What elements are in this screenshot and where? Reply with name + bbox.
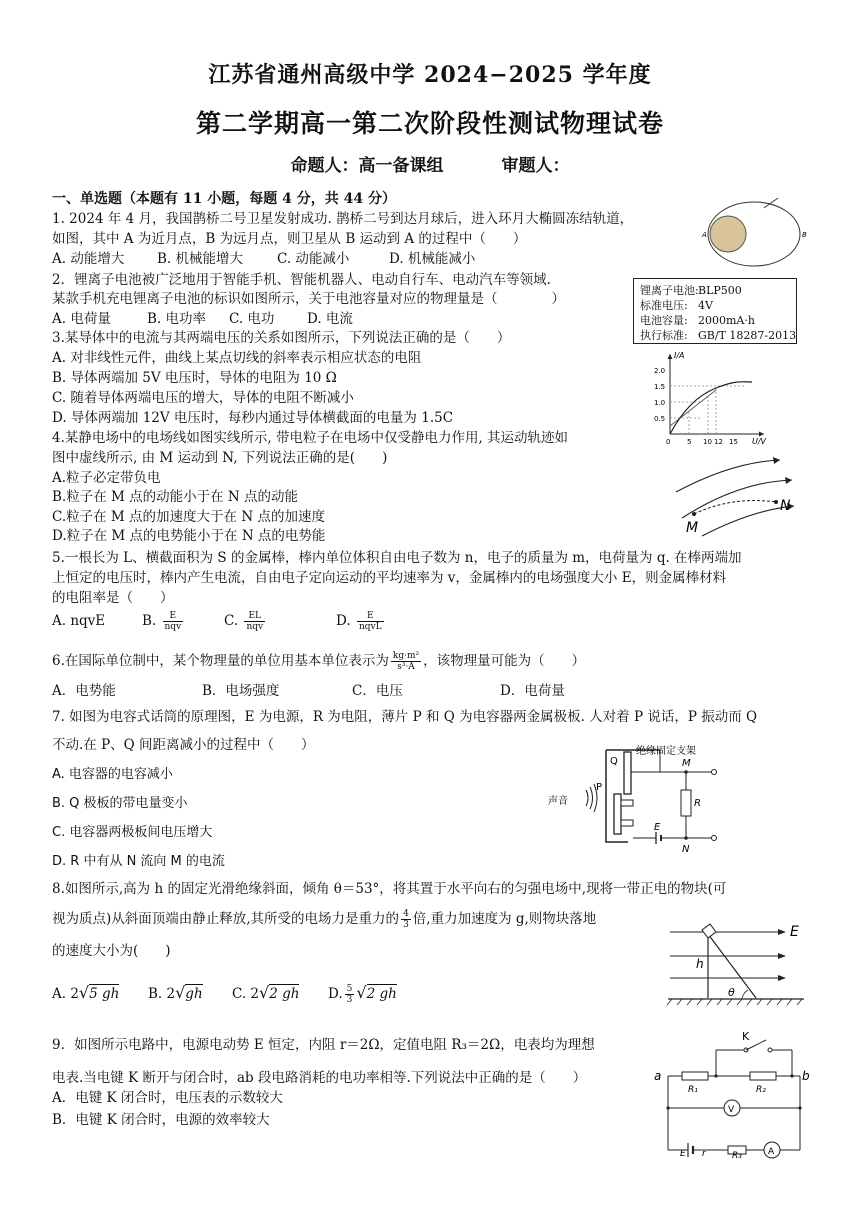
q9-source-e-label: E	[680, 1149, 686, 1159]
q2-option-a: A. 电荷量	[52, 311, 111, 327]
q8-ratio-fraction: $\frac{4}{3}$	[403, 909, 409, 930]
q8-incline-figure	[664, 914, 814, 1010]
q7-support-label: 绝缘固定支架	[636, 746, 696, 757]
q6-option-a: A．电势能	[52, 683, 116, 699]
q7-resistor-r-label: R	[694, 798, 701, 809]
q9-point-a: a	[654, 1069, 662, 1083]
q2-line2: 某款手机充电锂离子电池的标识如图所示，关于电池容量对应的物理量是（ ）	[52, 291, 565, 307]
q8-line2: 视为质点)从斜面顶端由静止释放,其所受的电场力是重力的 $\frac{4}{3}$ 倍,重力加速度为 g,则物块落地	[52, 909, 597, 930]
section-heading: 一、单选题（本题有 11 小题，每题 4 分，共 44 分）	[52, 191, 396, 207]
q5-option-c-fraction: $\frac{EL}{\text{nqv}}$	[246, 611, 264, 632]
q5-option-b: B. $\frac{E}{\text{nqv}}$	[142, 611, 182, 632]
q5-option-a: A. nqvE	[52, 613, 106, 629]
q5-options	[52, 608, 386, 634]
q4-option-a: A.粒子必定带负电	[52, 470, 161, 486]
q3-y-tick: 1.5	[654, 383, 666, 391]
q1-options	[52, 250, 475, 269]
q9-r3-label: R₃	[732, 1151, 742, 1160]
q7-microphone-figure	[544, 742, 734, 858]
q3-y-tick: 2.0	[654, 367, 666, 375]
q7-line1: 7. 如图为电容式话筒的原理图，E 为电源，R 为电阻，薄片 P 和 Q 为电容器两金属极板. 人对着 P 说话，P 振动而 Q	[52, 709, 758, 725]
q1-orbit-figure	[700, 196, 812, 272]
q2-option-b: B. 电功率	[147, 311, 207, 327]
q7-point-m: M	[682, 758, 691, 769]
q1-option-c: C. 动能减小	[277, 251, 350, 267]
q1-line2: 如图，其中 A 为近月点，B 为远月点，则卫星从 B 运动到 A 的过程中（ ）	[52, 231, 527, 247]
q6-option-c: C．电压	[352, 683, 403, 699]
q9-r2-label: R₂	[756, 1085, 766, 1095]
q4-option-d: D.粒子在 M 点的电势能小于在 N 点的电势能	[52, 528, 326, 544]
q7-plate-q-label: Q	[610, 756, 618, 767]
q6-option-b: B．电场强度	[202, 683, 280, 699]
q1-line1: 1. 2024 年 4 月，我国鹊桥二号卫星发射成功. 鹊桥二号到达月球后，进入环月大椭圆冻结轨道，	[52, 211, 634, 227]
q7-option-a: A. 电容器的电容减小	[52, 767, 173, 782]
q4-point-m: M	[686, 520, 699, 536]
exam-title-line1: 江苏省通州高级中学 2024−2025 学年度	[208, 62, 652, 88]
q8-option-a: A. 2√5 gh	[52, 983, 120, 1002]
q9-r1-label: R₁	[688, 1085, 698, 1095]
q7-plate-p-label: P	[596, 782, 603, 793]
q8-options	[52, 983, 397, 1005]
q5-line1: 5.一根长为 L、横截面积为 S 的金属棒，棒内单位体积自由电子数为 n，电子的质量为 m，电荷量为 q. 在棒两端加	[52, 550, 742, 566]
q7-option-c: C. 电容器两极板间电压增大	[52, 825, 213, 840]
q7-line2: 不动.在 P、Q 间距离减小的过程中（ ）	[52, 737, 315, 753]
q2-option-d: D. 电流	[307, 311, 353, 327]
q6-options	[52, 682, 565, 701]
q7-source-e-label: E	[654, 822, 661, 833]
q8-option-b: B. 2√gh	[148, 983, 203, 1002]
q7-option-b: B. Q 极板的带电量变小	[52, 796, 188, 811]
q6-line1: 6.在国际单位制中，某个物理量的单位用基本单位表示为 $\frac{\text{kg·m²}}{\text{s³·A}}$ ，该物理量可能为（ ）	[52, 651, 586, 672]
reviewer-text: 审题人：	[501, 156, 570, 176]
q1-option-b: B. 机械能增大	[157, 251, 244, 267]
q7-point-n: N	[682, 844, 690, 855]
q6-unit-fraction: $\frac{\text{kg·m²}}{\text{s³·A}}$	[392, 651, 420, 672]
q1-point-a: A	[702, 231, 707, 239]
q3-option-d: D. 导体两端加 12V 电压时，每秒内通过导体横截面的电量为 1.5C	[52, 410, 454, 426]
q9-line2: 电表.当电键 K 断开与闭合时，ab 段电路消耗的电功率相等.下列说法中正确的是（ ）	[52, 1070, 587, 1086]
q2-option-c: C. 电功	[229, 311, 275, 327]
q3-y-axis-label: I/A	[674, 351, 685, 360]
exam-title-line2: 第二学期高一第二次阶段性测试物理试卷	[195, 109, 664, 138]
q3-x-tick: 10	[703, 438, 712, 446]
q6-option-d: D．电荷量	[500, 683, 565, 699]
q4-line2: 图中虚线所示, 由 M 运动到 N, 下列说法正确的是( )	[52, 450, 388, 466]
q8-line1: 8.如图所示,高为 h 的固定光滑绝缘斜面，倾角 θ＝53°，将其置于水平向右的匀强电场中,现将一带正电的物块(可	[52, 881, 727, 897]
q3-option-c: C. 随着导体两端电压的增大，导体的电阻不断减小	[52, 390, 354, 406]
q8-angle-label: θ	[728, 986, 735, 999]
battery-row: 电池容量: 2000mA·h	[640, 314, 755, 327]
q9-ammeter-label: A	[768, 1147, 775, 1157]
q9-option-a: A．电键 K 闭合时，电压表的示数较大	[52, 1090, 283, 1106]
q2-line1: 2．锂离子电池被广泛地用于智能手机、智能机器人、电动自行车、电动汽车等领域.	[52, 272, 551, 288]
battery-row: 标准电压: 4V	[640, 299, 713, 312]
q8-line3: 的速度大小为( )	[52, 943, 171, 959]
q8-option-c: C. 2√2 gh	[232, 983, 300, 1002]
q7-option-d: D. R 中有从 N 流向 M 的电流	[52, 854, 225, 869]
q9-option-b: B．电键 K 闭合时，电源的效率较大	[52, 1112, 270, 1128]
q4-field-figure	[672, 456, 796, 540]
author-text: 命题人：高一备课组	[290, 156, 444, 176]
q8-option-d: D. $\frac{5}{3}$ √2 gh	[328, 983, 397, 1005]
battery-label-box	[633, 278, 797, 344]
q4-line1: 4.某静电场中的电场线如图实线所示, 带电粒子在电场中仅受静电力作用, 其运动轨迹如	[52, 430, 569, 446]
q3-x-tick: 5	[687, 438, 692, 446]
q1-point-b: B	[802, 231, 807, 239]
q4-option-b: B.粒子在 M 点的动能小于在 N 点的动能	[52, 489, 299, 505]
q4-option-c: C.粒子在 M 点的加速度大于在 N 点的加速度	[52, 509, 325, 525]
q5-line2: 上恒定的电压时，棒内产生电流，自由电子定向运动的平均速率为 v，金属棒内的电场强度大小 E，则金属棒材料	[52, 570, 727, 586]
q1-option-a: A. 动能增大	[52, 251, 125, 267]
battery-row: 执行标准: GB/T 18287-2013	[640, 329, 797, 342]
q3-y-tick: 1.0	[654, 399, 666, 407]
q9-switch-k-label: K	[742, 1030, 750, 1043]
q3-line1: 3.某导体中的电流与其两端电压的关系如图所示，下列说法正确的是（ ）	[52, 330, 511, 346]
q8-field-e-label: E	[790, 924, 799, 940]
q3-option-b: B. 导体两端加 5V 电压时，导体的电阻为 10 Ω	[52, 370, 337, 386]
q5-option-d: D. $\frac{E}{\text{nqvL}}$	[336, 611, 382, 632]
q3-x-axis-label: U/V	[752, 437, 767, 446]
q8-height-label: h	[696, 957, 704, 971]
q7-sound-label: 声音	[548, 796, 568, 807]
q1-option-d: D. 机械能减小	[389, 251, 476, 267]
q4-point-n: N	[780, 498, 791, 514]
q9-internal-r-label: r	[702, 1149, 706, 1159]
q3-option-a: A. 对非线性元件，曲线上某点切线的斜率表示相应状态的电阻	[52, 350, 422, 366]
q3-y-tick: 0.5	[654, 415, 666, 423]
q9-circuit-figure	[652, 1030, 812, 1160]
q3-x-tick: 15	[729, 438, 738, 446]
q5-option-c: C. $\frac{EL}{\text{nqv}}$	[224, 611, 264, 632]
battery-row: 锂离子电池:BLP500	[640, 284, 742, 297]
exam-authors	[0, 151, 860, 176]
q9-point-b: b	[802, 1069, 810, 1083]
q3-x-tick: 12	[714, 438, 723, 446]
q9-voltmeter-label: V	[728, 1105, 735, 1115]
q2-options	[52, 310, 353, 329]
q5-option-b-fraction: $\frac{E}{\text{nqv}}$	[164, 611, 182, 632]
q9-line1: 9．如图所示电路中，电源电动势 E 恒定，内阻 r＝2Ω，定值电阻 R₃＝2Ω，电表均为理想	[52, 1037, 595, 1053]
q3-iv-graph	[652, 350, 772, 446]
q5-line3: 的电阻率是（ ）	[52, 590, 174, 606]
q5-option-d-fraction: $\frac{E}{\text{nqvL}}$	[358, 611, 382, 632]
q3-x-tick: 0	[666, 438, 671, 446]
